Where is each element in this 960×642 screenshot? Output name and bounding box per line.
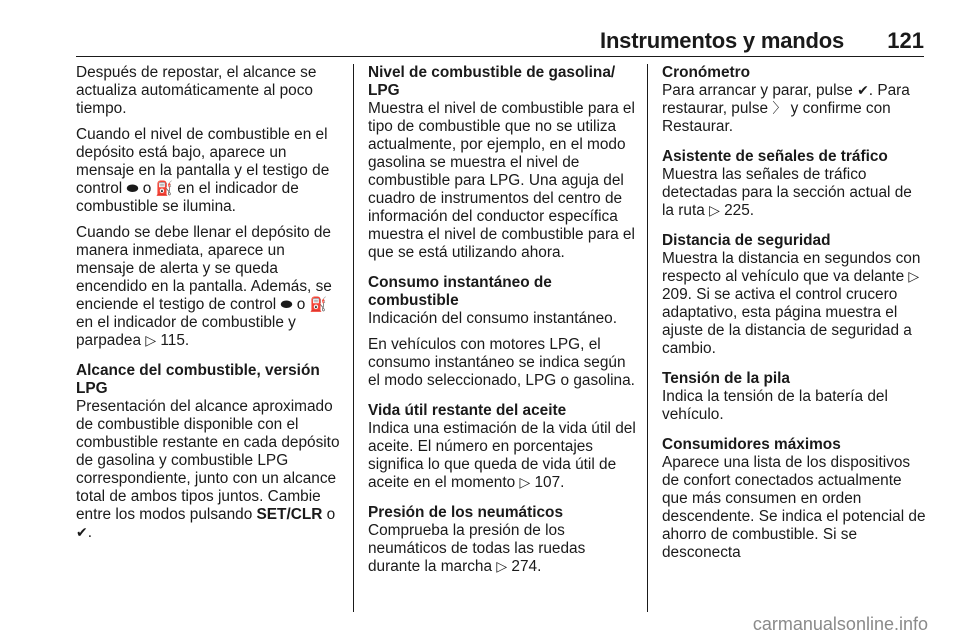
column-right <box>662 64 928 570</box>
section-heading: Distancia de seguridad <box>662 232 831 249</box>
page-number: 121 <box>887 28 924 53</box>
fuel-warning-dot-icon: ⬬ <box>280 297 293 313</box>
watermark: carmanualsonline.info <box>752 614 928 634</box>
section-heading: Consumo instantáneo de combustible <box>368 274 552 309</box>
page-reference[interactable]: 274. <box>511 558 542 575</box>
paragraph: Para arrancar y parar, pulse ✔. Para restaurar, pulse 〉 y confirme con Restaurar. <box>662 82 910 135</box>
paragraph: Cuando se debe llenar el depósito de manera inmediata, aparece un mensaje de alerta y se queda encendido en la pantalla. Además, se enciende el testigo de control ⬬ o ⛽ en el indicador de combustible y parpadea ▷ 115. <box>76 224 332 349</box>
paragraph: Presentación del alcance aproximado de combustible disponible con el combustible restante en cada depósito de gasolina y combustible LPG correspondiente, junto con un alcance total de ambos tipos juntos. Cambie entre los modos pulsando SET/CLR o ✔. <box>76 398 340 541</box>
column-middle <box>368 64 638 584</box>
fuel-pump-icon: ⛽ <box>309 297 328 313</box>
section-heading: Tensión de la pila <box>662 370 790 387</box>
section-heading: Alcance del combustible, versión LPG <box>76 362 320 397</box>
paragraph: Muestra el nivel de combustible para el tipo de combustible que no se utiliza actualmente, por ejemplo, en el modo gasolina se muestra el nivel de combustible para LPG. Una aguja del cuadro de instrumentos del centro de información del conductor específica muestra el nivel de combustible para el que se está utilizando ahora. <box>368 100 635 261</box>
paragraph: Después de repostar, el alcance se actualiza automáticamente al poco tiempo. <box>76 64 317 117</box>
section-heading: Asistente de señales de tráfico <box>662 148 888 165</box>
section-heading: Vida útil restante del aceite <box>368 402 567 419</box>
arrow-ref-icon: ▷ <box>519 475 531 491</box>
arrow-ref-icon: ▷ <box>145 333 157 349</box>
checkmark-icon: ✔ <box>76 525 88 541</box>
section-heading: Nivel de combustible de gasolina/ LPG <box>368 64 616 99</box>
page-title: Instrumentos y mandos <box>600 28 844 53</box>
arrow-ref-icon: ▷ <box>908 269 920 285</box>
paragraph: En vehículos con motores LPG, el consumo instantáneo se indica según el modo seleccionado, LPG o gasolina. <box>368 336 635 389</box>
setclr-button-label: SET/CLR <box>256 506 323 523</box>
arrow-ref-icon: ▷ <box>496 559 508 575</box>
fuel-warning-dot-icon: ⬬ <box>126 181 139 197</box>
column-left <box>76 64 342 550</box>
page-reference[interactable]: 225. <box>724 202 755 219</box>
chevron-right-icon: 〉 <box>772 101 787 117</box>
paragraph: Comprueba la presión de los neumáticos de todas las ruedas durante la marcha ▷ 274. <box>368 522 586 575</box>
section-heading: Cronómetro <box>662 64 751 81</box>
arrow-ref-icon: ▷ <box>709 203 720 219</box>
page-header <box>76 28 924 56</box>
column-divider <box>353 64 354 612</box>
page-reference[interactable]: 209. <box>662 286 692 303</box>
paragraph: Muestra las señales de tráfico detectadas para la sección actual de la ruta ▷ 225. <box>662 166 912 219</box>
header-divider <box>76 56 924 57</box>
paragraph: Indica una estimación de la vida útil del aceite. El número en porcentajes significa lo que queda de vida útil de aceite en el momento ▷ 107. <box>368 420 636 491</box>
section-heading: Consumidores máximos <box>662 436 841 453</box>
fuel-pump-icon: ⛽ <box>155 181 174 197</box>
paragraph: Aparece una lista de los dispositivos de confort conectados actualmente que más consumen en orden descendente. Se indica el potencial de ahorro de combustible. Si se desconecta <box>662 454 926 561</box>
section-heading: Presión de los neumáticos <box>368 504 564 521</box>
paragraph: Indicación del consumo instantáneo. <box>368 310 617 327</box>
paragraph: Muestra la distancia en segundos con respecto al vehículo que va delante ▷ 209. Si se activa el control crucero adaptativo, esta página muestra el ajuste de la distancia de seguridad a cambio. <box>662 250 921 357</box>
paragraph: Cuando el nivel de combustible en el depósito está bajo, aparece un mensaje en la pantalla y el testigo de control ⬬ o ⛽ en el indicador de combustible se ilumina. <box>76 126 330 215</box>
paragraph: Indica la tensión de la batería del vehículo. <box>662 388 888 423</box>
page-reference[interactable]: 115. <box>160 332 190 349</box>
column-divider <box>647 64 648 612</box>
page-reference[interactable]: 107. <box>534 474 565 491</box>
checkmark-icon: ✔ <box>857 83 869 99</box>
